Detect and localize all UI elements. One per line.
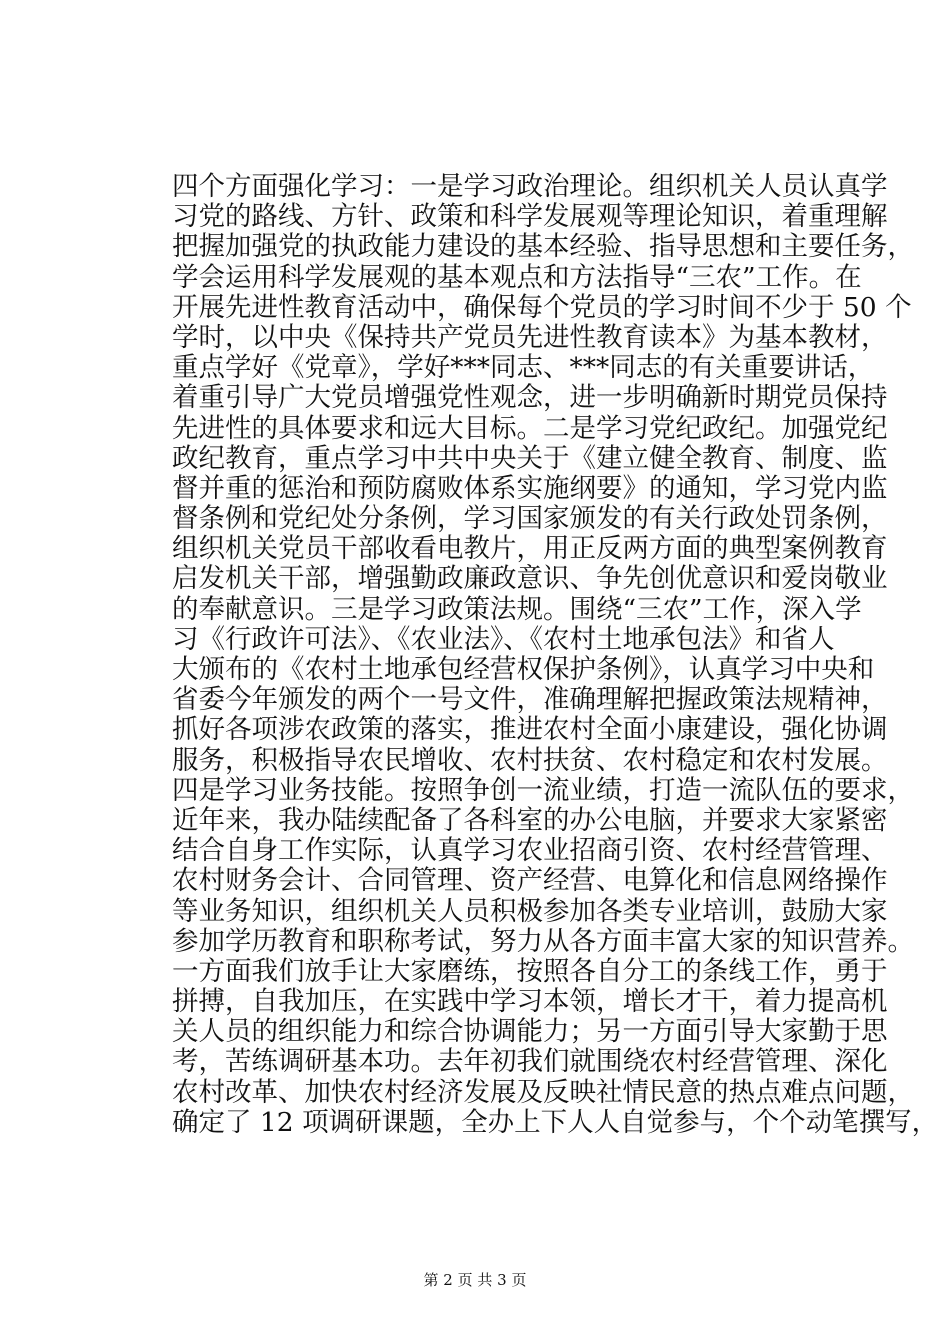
text-line: 重点学好《党章》，学好***同志、***同志的有关重要讲话， — [172, 352, 875, 384]
text-line: 大颁布的《农村土地承包经营权保护条例》，认真学习中央和 — [172, 654, 875, 685]
text-line: 等业务知识，组织机关人员积极参加各类专业培训，鼓励大家 — [172, 895, 888, 927]
text-line: 参加学历教育和职称考试，努力从各方面丰富大家的知识营养。 — [172, 925, 914, 957]
text-line: 着重引导广大党员增强党性观念，进一步明确新时期党员保持 — [172, 382, 888, 414]
text-line: 结合自身工作实际，认真学习农业招商引资、农村经营管理、 — [172, 835, 888, 867]
text-line: 先进性的具体要求和远大目标。二是学习党纪政纪。加强党纪 — [172, 412, 888, 444]
body-text — [172, 171, 939, 1138]
text-line: 拼搏，自我加压，在实践中学习本领，增长才干，着力提高机 — [172, 986, 888, 1018]
text-line: 学会运用科学发展观的基本观点和方法指导“三农”工作。在 — [172, 261, 862, 293]
text-line: 把握加强党的执政能力建设的基本经验、指导思想和主要任务， — [172, 231, 914, 263]
text-line: 督并重的惩治和预防腐败体系实施纲要》的通知，学习党内监 — [172, 472, 888, 504]
text-line: 服务，积极指导农民增收、农村扶贫、农村稳定和农村发展。 — [172, 744, 888, 776]
text-line: 确定了 12 项调研课题，全办上下人人自觉参与，个个动笔撰写， — [172, 1106, 939, 1138]
text-line: 组织机关党员干部收看电教片，用正反两方面的典型案例教育 — [172, 533, 888, 565]
text-line: 一方面我们放手让大家磨练，按照各自分工的条线工作，勇于 — [172, 955, 888, 987]
text-line: 习《行政许可法》、《农业法》、《农村土地承包法》和省人 — [172, 623, 835, 655]
text-line: 开展先进性教育活动中，确保每个党员的学习时间不少于 50 个 — [172, 291, 912, 323]
text-line: 农村财务会计、合同管理、资产经营、电算化和信息网络操作 — [172, 865, 888, 897]
text-line: 省委今年颁发的两个一号文件，准确理解把握政策法规精神， — [172, 684, 888, 716]
text-line: 政纪教育，重点学习中共中央关于《建立健全教育、制度、监 — [172, 442, 888, 474]
text-line: 近年来，我办陆续配备了各科室的办公电脑，并要求大家紧密 — [172, 804, 888, 836]
text-line: 四是学习业务技能。按照争创一流业绩，打造一流队伍的要求， — [172, 774, 914, 806]
text-line: 考，苦练调研基本功。去年初我们就围绕农村经营管理、深化 — [172, 1046, 888, 1078]
text-line: 督条例和党纪处分条例，学习国家颁发的有关行政处罚条例， — [172, 503, 888, 535]
text-line: 启发机关干部，增强勤政廉政意识、争先创优意识和爱岗敬业 — [172, 563, 888, 595]
text-line: 关人员的组织能力和综合协调能力；另一方面引导大家勤于思 — [172, 1016, 888, 1048]
page-footer: 第 2 页 共 3 页 — [423, 1271, 527, 1289]
text-line: 学时，以中央《保持共产党员先进性教育读本》为基本教材， — [172, 321, 888, 353]
text-line: 习党的路线、方针、政策和科学发展观等理论知识，着重理解 — [172, 201, 888, 233]
text-line: 的奉献意识。三是学习政策法规。围绕“三农”工作，深入学 — [172, 593, 862, 625]
text-line: 四个方面强化学习：一是学习政治理论。组织机关人员认真学 — [172, 171, 888, 202]
text-line: 抓好各项涉农政策的落实，推进农村全面小康建设，强化协调 — [172, 714, 888, 746]
text-line: 农村改革、加快农村经济发展及反映社情民意的热点难点问题， — [172, 1076, 914, 1108]
